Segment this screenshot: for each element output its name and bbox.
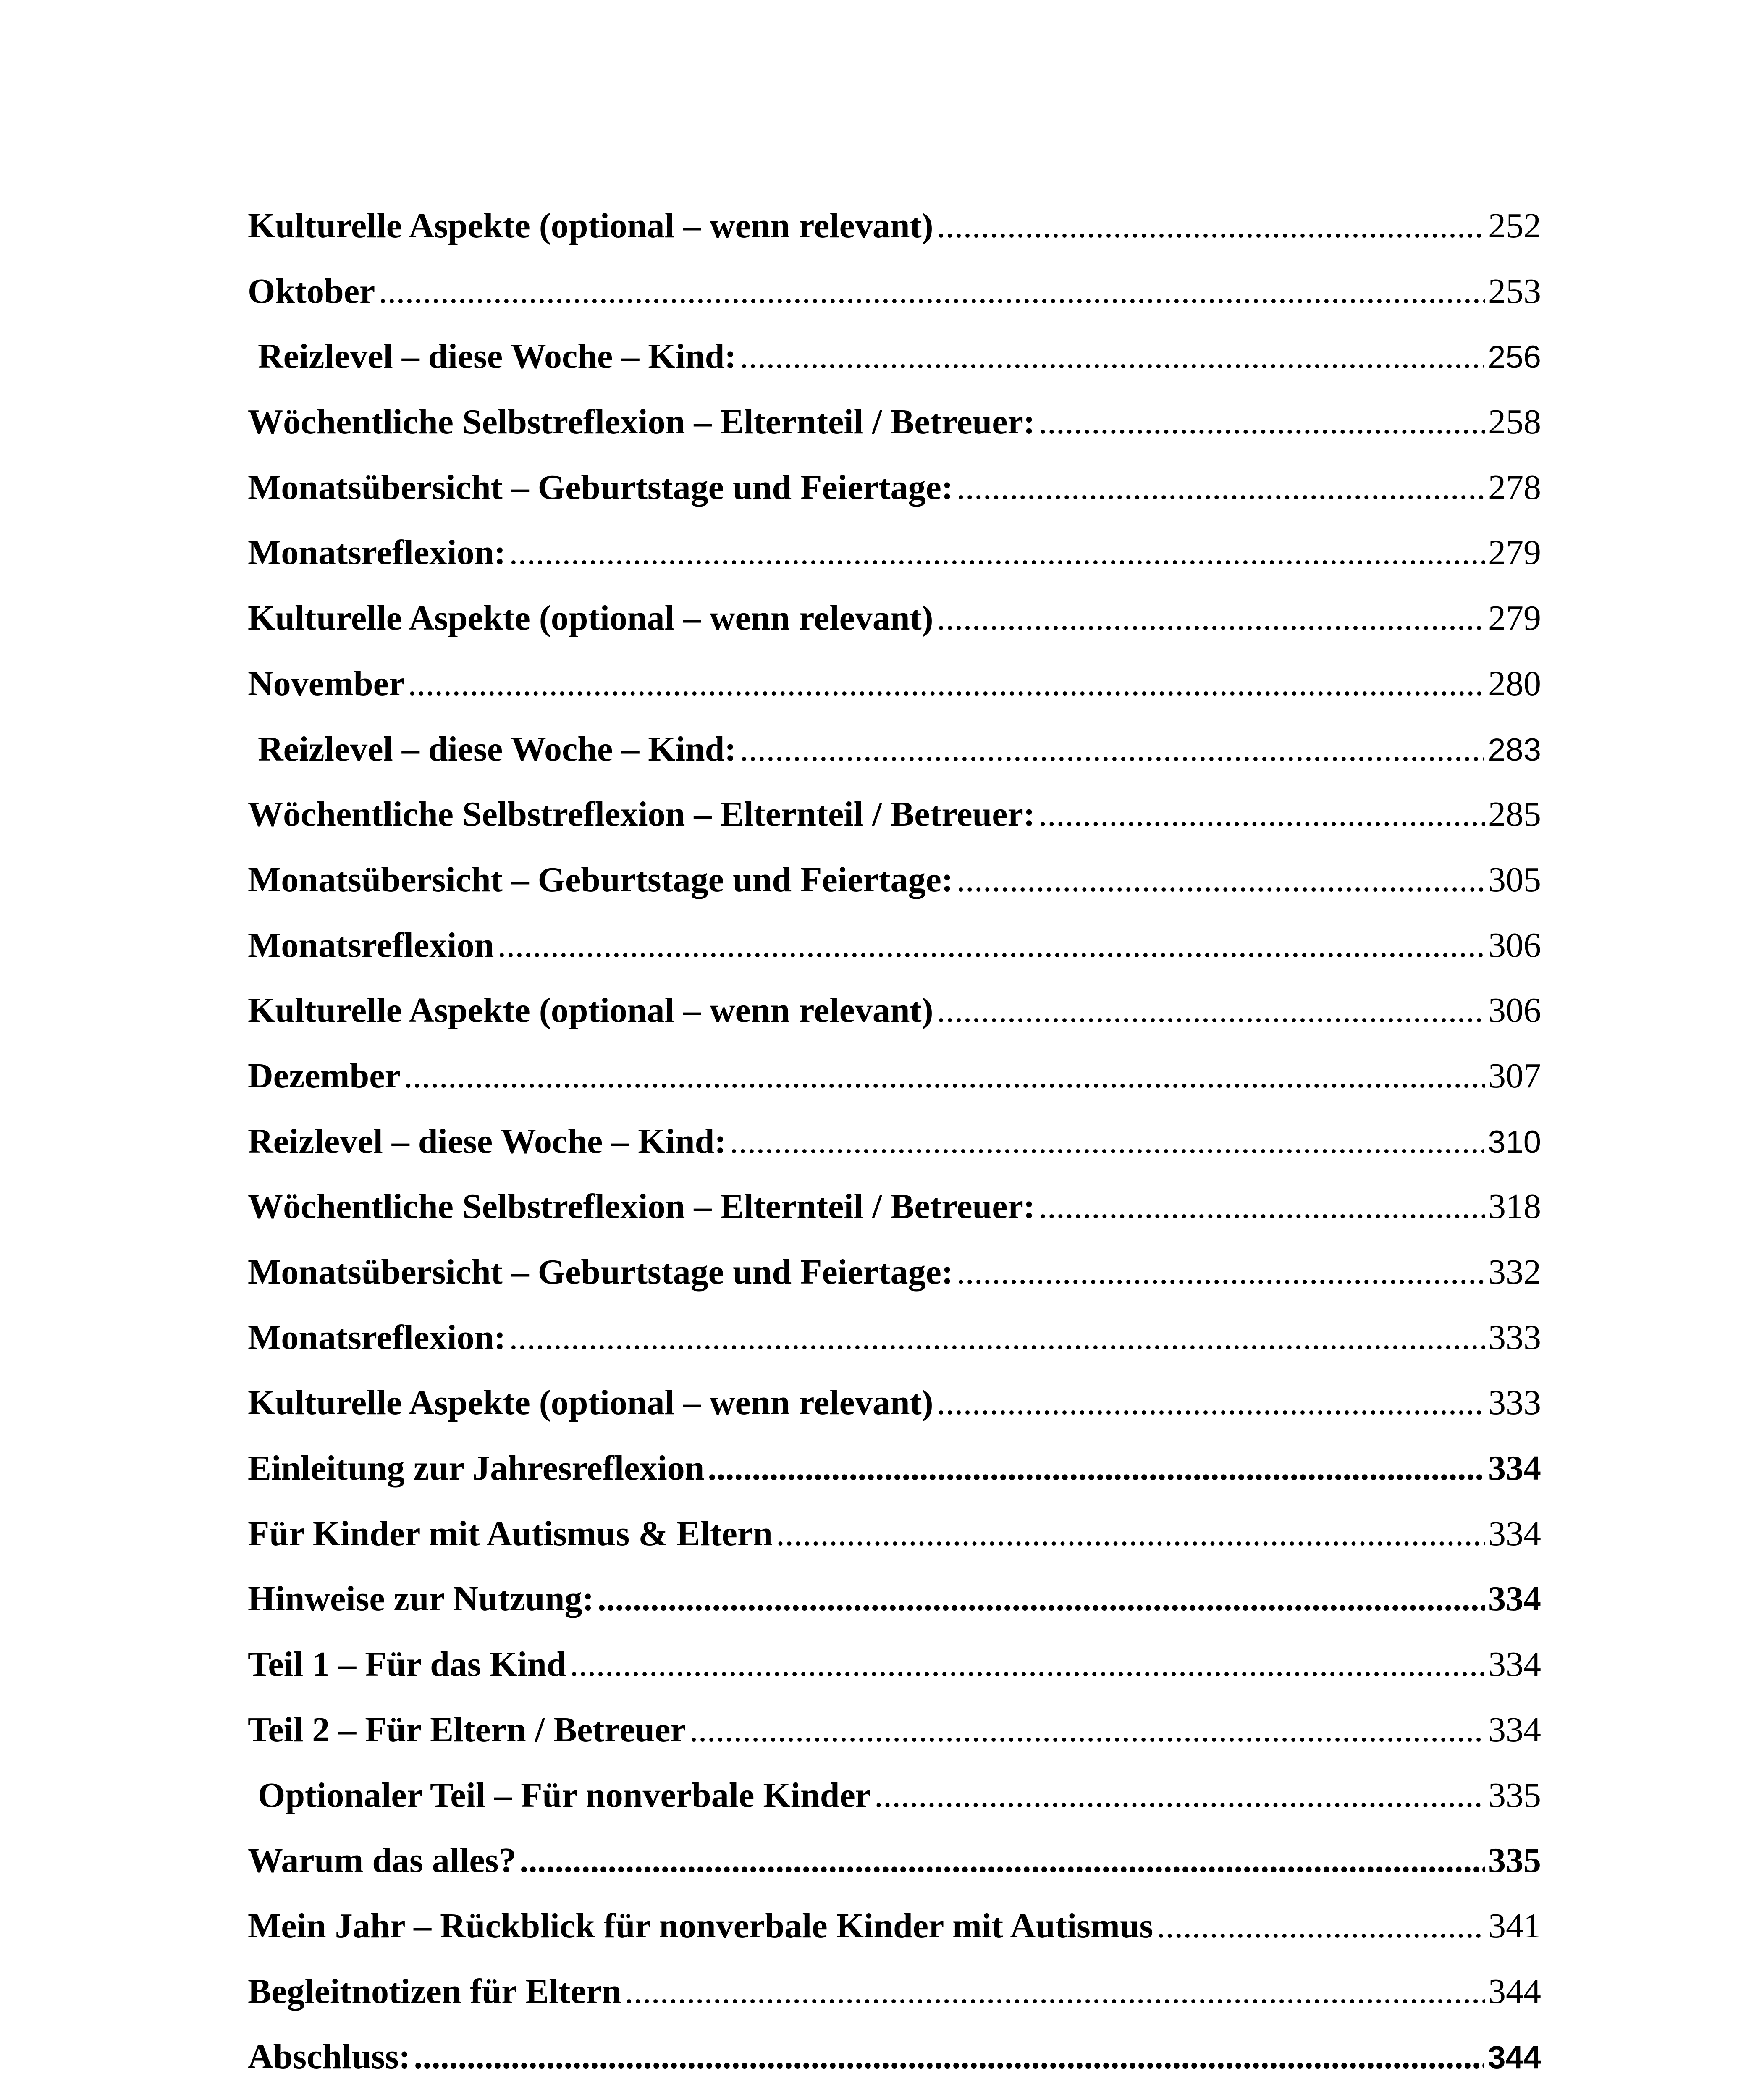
toc-entry[interactable] xyxy=(248,1632,1541,1697)
toc-entry-title xyxy=(248,2090,653,2100)
toc-entry-title: Optionaler Teil – Für nonverbale Kinder xyxy=(258,1775,871,1815)
toc-entry-page: 252 xyxy=(1488,206,1541,245)
toc-entry-title: Reizlevel – diese Woche – Kind: xyxy=(258,337,737,376)
toc-entry[interactable] xyxy=(248,1305,1541,1370)
toc-entry-title: Oktober xyxy=(248,271,375,311)
toc-entry[interactable] xyxy=(248,389,1541,455)
dot-leader xyxy=(1038,389,1485,455)
toc-entry-title: Kulturelle Aspekte (optional – wenn relevant) xyxy=(248,206,933,245)
table-of-contents xyxy=(248,193,1541,2100)
toc-entry[interactable] xyxy=(248,1043,1541,1109)
toc-entry-page xyxy=(1488,2090,1541,2100)
dot-leader xyxy=(657,2090,1485,2100)
toc-entry[interactable] xyxy=(248,1239,1541,1305)
toc-entry-page: 334 xyxy=(1488,1514,1541,1553)
dot-leader xyxy=(509,1305,1485,1370)
toc-entry-page: 258 xyxy=(1488,402,1541,442)
toc-entry-title: Kulturelle Aspekte (optional – wenn relevant) xyxy=(248,1383,933,1423)
toc-entry-page: 333 xyxy=(1488,1318,1541,1357)
toc-entry-title: Monatsreflexion: xyxy=(248,533,506,572)
toc-entry-page: 334 xyxy=(1488,1710,1541,1749)
toc-entry[interactable] xyxy=(248,2090,1541,2100)
dot-leader xyxy=(509,520,1485,585)
toc-entry[interactable] xyxy=(248,1109,1541,1174)
dot-leader xyxy=(625,1959,1485,2024)
dot-leader xyxy=(404,1043,1485,1109)
dot-leader xyxy=(408,651,1485,717)
toc-entry-title: Kulturelle Aspekte (optional – wenn relevant) xyxy=(248,991,933,1030)
toc-entry-title: Monatsreflexion: xyxy=(248,1318,506,1357)
toc-entry-page: 344 xyxy=(1488,2040,1541,2076)
dot-leader xyxy=(739,717,1484,782)
dot-leader xyxy=(1038,1174,1485,1239)
toc-entry-page: 306 xyxy=(1488,991,1541,1030)
toc-entry-page: 318 xyxy=(1488,1187,1541,1226)
toc-entry-title: Einleitung zur Jahresreflexion xyxy=(248,1449,705,1488)
dot-leader xyxy=(937,193,1485,259)
toc-entry[interactable] xyxy=(248,1697,1541,1763)
toc-entry[interactable] xyxy=(248,847,1541,913)
toc-entry[interactable] xyxy=(248,1893,1541,1959)
toc-entry-title: Begleitnotizen für Eltern xyxy=(248,1971,621,2011)
toc-entry-title: Teil 2 – Für Eltern / Betreuer xyxy=(248,1710,686,1749)
toc-entry-page: 307 xyxy=(1488,1056,1541,1095)
toc-entry-title: Warum das alles? xyxy=(248,1841,516,1880)
toc-entry[interactable] xyxy=(248,1370,1541,1436)
toc-entry-page: 283 xyxy=(1488,732,1541,768)
toc-entry[interactable] xyxy=(248,1174,1541,1239)
toc-entry[interactable] xyxy=(248,1501,1541,1567)
dot-leader xyxy=(570,1632,1485,1697)
toc-entry-page: 341 xyxy=(1488,1906,1541,1945)
toc-entry[interactable] xyxy=(248,1566,1541,1632)
toc-entry[interactable] xyxy=(248,782,1541,847)
dot-leader xyxy=(937,1370,1485,1436)
toc-entry-title: Monatsreflexion xyxy=(248,925,494,965)
toc-entry-title: Wöchentliche Selbstreflexion – Elternteil / Betreuer: xyxy=(248,795,1035,834)
toc-entry-page: 253 xyxy=(1488,271,1541,311)
toc-entry[interactable] xyxy=(248,913,1541,978)
toc-entry[interactable] xyxy=(248,193,1541,259)
toc-entry-title: Für Kinder mit Autismus & Eltern xyxy=(248,1514,773,1553)
toc-entry-title: Monatsübersicht – Geburtstage und Feiertage: xyxy=(248,860,953,899)
dot-leader xyxy=(957,1239,1485,1305)
toc-entry-title: Wöchentliche Selbstreflexion – Elternteil / Betreuer: xyxy=(248,402,1035,442)
dot-leader xyxy=(497,913,1485,978)
dot-leader xyxy=(378,259,1485,324)
toc-entry-page: 334 xyxy=(1488,1579,1541,1619)
toc-entry-page: 332 xyxy=(1488,1252,1541,1292)
dot-leader xyxy=(874,1763,1485,1828)
toc-entry[interactable] xyxy=(248,1436,1541,1501)
toc-entry[interactable] xyxy=(248,978,1541,1043)
toc-entry-title: Teil 1 – Für das Kind xyxy=(248,1645,566,1684)
toc-entry-page: 278 xyxy=(1488,467,1541,507)
dot-leader xyxy=(414,2024,1484,2090)
toc-entry-page: 335 xyxy=(1488,1841,1541,1880)
toc-entry[interactable] xyxy=(248,455,1541,520)
toc-entry-title: Mein Jahr – Rückblick für nonverbale Kinder mit Autismus xyxy=(248,1906,1154,1945)
toc-entry-title: Monatsübersicht – Geburtstage und Feiertage: xyxy=(248,1252,953,1292)
dot-leader xyxy=(1038,782,1485,847)
dot-leader xyxy=(708,1436,1485,1501)
toc-entry-page: 335 xyxy=(1488,1775,1541,1815)
toc-entry-page: 334 xyxy=(1488,1449,1541,1488)
toc-entry-page: 280 xyxy=(1488,664,1541,703)
toc-entry-page: 279 xyxy=(1488,598,1541,638)
toc-entry-page: 279 xyxy=(1488,533,1541,572)
toc-entry-page: 256 xyxy=(1488,339,1541,375)
dot-leader xyxy=(519,1828,1485,1893)
toc-entry-page: 306 xyxy=(1488,925,1541,965)
toc-entry[interactable] xyxy=(248,1828,1541,1893)
dot-leader xyxy=(729,1109,1484,1174)
toc-entry[interactable] xyxy=(248,1763,1541,1828)
toc-entry[interactable] xyxy=(248,259,1541,324)
toc-entry-title: Dezember xyxy=(248,1056,401,1095)
dot-leader xyxy=(937,978,1485,1043)
toc-entry-title: Kulturelle Aspekte (optional – wenn relevant) xyxy=(248,598,933,638)
dot-leader xyxy=(937,585,1485,651)
toc-entry-title: Hinweise zur Nutzung: xyxy=(248,1579,594,1619)
dot-leader xyxy=(597,1566,1485,1632)
toc-entry-page: 344 xyxy=(1488,1971,1541,2011)
toc-entry-page: 334 xyxy=(1488,1645,1541,1684)
toc-entry-title: November xyxy=(248,664,405,703)
dot-leader xyxy=(776,1501,1485,1567)
toc-entry-page: 285 xyxy=(1488,795,1541,834)
toc-entry-page: 305 xyxy=(1488,860,1541,899)
dot-leader xyxy=(739,324,1484,389)
toc-entry[interactable] xyxy=(248,651,1541,717)
toc-entry-page: 310 xyxy=(1488,1124,1541,1160)
dot-leader xyxy=(1156,1893,1485,1959)
toc-entry-title: Abschluss: xyxy=(248,2037,411,2076)
dot-leader xyxy=(689,1697,1485,1763)
toc-entry-title: Wöchentliche Selbstreflexion – Elternteil / Betreuer: xyxy=(248,1187,1035,1226)
toc-entry-title: Monatsübersicht – Geburtstage und Feiertage: xyxy=(248,467,953,507)
toc-entry-title: Reizlevel – diese Woche – Kind: xyxy=(258,729,737,769)
toc-entry[interactable] xyxy=(248,324,1541,389)
toc-entry[interactable] xyxy=(248,585,1541,651)
dot-leader xyxy=(957,847,1485,913)
toc-entry[interactable] xyxy=(248,520,1541,585)
dot-leader xyxy=(957,455,1485,520)
toc-entry-title: Reizlevel – diese Woche – Kind: xyxy=(248,1121,726,1161)
toc-entry[interactable] xyxy=(248,1959,1541,2024)
toc-entry[interactable] xyxy=(248,2024,1541,2090)
toc-entry[interactable] xyxy=(248,717,1541,782)
toc-entry-page: 333 xyxy=(1488,1383,1541,1423)
